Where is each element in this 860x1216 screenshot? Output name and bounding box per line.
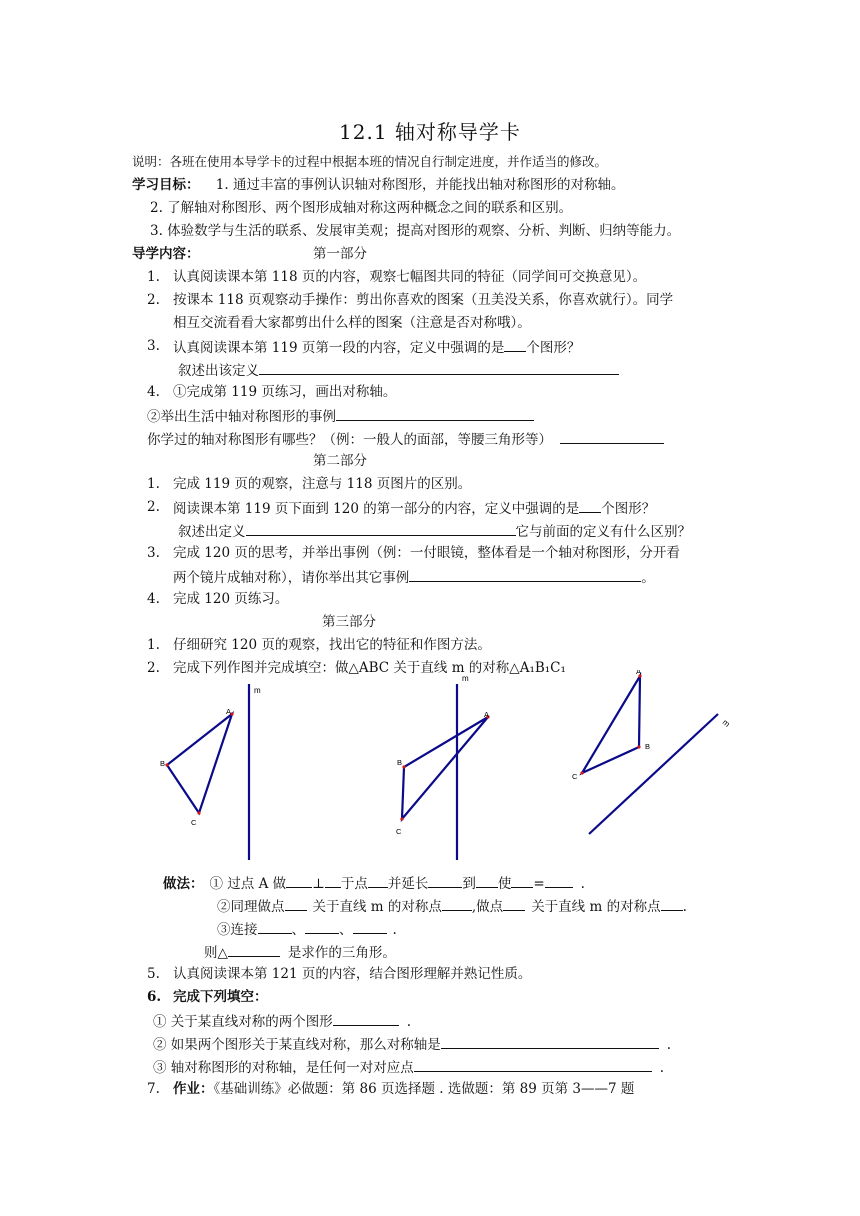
part1-item2-line2: 相互交流看看大家都剪出什么样的图案（注意是否对称哦）。 [173, 315, 531, 331]
part2-item4: 完成 120 页练习。 [173, 591, 289, 607]
item7 [173, 1080, 634, 1098]
blank[interactable] [305, 919, 339, 934]
part1-item1: 认真阅读课本第 118 页的内容，观察七幅图共同的特征（同学间可交换意见）。 [173, 269, 647, 285]
part1-item4-line2 [147, 406, 534, 426]
part2-item3-line1: 完成 120 页的思考，并举出事例（例：一付眼镜，整体看是一个轴对称图形，分开看 [173, 545, 680, 561]
step-text: ① 过点 A 做 [209, 876, 287, 892]
point-c [580, 771, 583, 774]
item5: 认真阅读课本第 121 页的内容，结合图形理解并熟记性质。 [173, 966, 532, 982]
label-c: C [191, 818, 197, 827]
part1-item3-text: 认真阅读课本第 119 页第一段的内容，定义中强调的是 [173, 340, 505, 356]
triangle-name-blank[interactable] [228, 942, 280, 957]
blank[interactable] [476, 873, 498, 888]
item6-number: 6. [147, 989, 162, 1005]
step-text: 于点 [340, 876, 368, 892]
point-b [637, 745, 640, 748]
method-step-3 [217, 919, 397, 939]
figure-1 [160, 684, 261, 860]
page-title: 12.1 轴对称导学卡 [339, 120, 521, 144]
part1-item3-end: 个图形？ [526, 340, 581, 356]
part1-item4-line3 [147, 429, 664, 449]
fill-text: ③ 轴对称图形的对称轴，是任何一对对应点 [153, 1060, 414, 1076]
step-text: 使 [497, 876, 512, 892]
blank[interactable] [661, 896, 683, 911]
homework-label: 作业： [173, 1081, 214, 1097]
fill-3 [153, 1057, 664, 1077]
goal-1-text: 1. 通过丰富的事例认识轴对称图形，并能找出轴对称图形的对称轴。 [215, 177, 625, 193]
step-text: 是求作的三角形。 [287, 945, 396, 961]
content-label: 导学内容： [132, 246, 200, 262]
blank[interactable] [353, 919, 387, 934]
symmetry-figures [0, 670, 860, 870]
part1-item4-question: 你学过的轴对称图形有哪些？（例：一般人的面部，等腰三角形等） [147, 432, 552, 448]
part3-item1-number: 1. [147, 637, 160, 653]
part1-item4-number: 4. [147, 384, 160, 400]
blank[interactable] [511, 873, 533, 888]
part2-item2-line2 [178, 521, 691, 541]
example-blank[interactable] [336, 406, 534, 421]
part2-item1-number: 1. [147, 476, 160, 492]
method-step-1 [163, 873, 585, 893]
separator: 、 [291, 922, 305, 938]
part2-item2-number: 2. [147, 499, 160, 515]
step-text: . [682, 899, 687, 915]
blank[interactable] [504, 337, 526, 352]
point-c [400, 817, 403, 820]
item7-number: 7. [147, 1081, 160, 1097]
label-c: C [572, 772, 578, 781]
part2-item2-line1 [173, 498, 655, 518]
usage-note: 说明：各班在使用本导学卡的过程中根据本班的情况自行制定进度，并作适当的修改。 [132, 154, 608, 169]
label-b: B [397, 758, 403, 767]
step-text: . [580, 876, 585, 892]
definition-blank[interactable] [246, 521, 516, 536]
part1-heading: 第一部分 [313, 246, 367, 262]
step-text: ②同理做点 [217, 899, 285, 915]
step-text: . [392, 922, 397, 938]
part2-item4-number: 4. [147, 591, 160, 607]
item6: 完成下列填空： [173, 989, 268, 1005]
blank[interactable] [579, 498, 601, 513]
triangle-abc [582, 676, 640, 773]
step-text: 则△ [204, 945, 228, 961]
label-a: A [484, 710, 490, 719]
label-m: m [720, 717, 732, 729]
part2-item3-number: 3. [147, 545, 160, 561]
separator: 、 [339, 922, 353, 938]
label-m: m [462, 674, 469, 683]
method-label: 做法： [163, 876, 204, 892]
blank[interactable] [258, 919, 292, 934]
part1-item3-line2 [178, 360, 619, 380]
part1-item3-line1 [173, 337, 580, 357]
blank[interactable] [285, 896, 307, 911]
period: . [406, 1014, 412, 1030]
part1-item2-line1: 按课本 118 页观察动手操作：剪出你喜欢的图案（丑美没关系，你喜欢就行）。同学 [173, 292, 674, 308]
step-text: 关于直线 m 的对称点 [531, 899, 661, 915]
point-c [197, 811, 200, 814]
answer-blank[interactable] [560, 429, 664, 444]
label-m: m [254, 686, 261, 695]
example-blank[interactable] [409, 567, 641, 582]
step-text: = [533, 876, 545, 892]
part2-item1: 完成 119 页的观察，注意与 118 页图片的区别。 [173, 476, 472, 492]
step-text: 关于直线 m 的对称点 [312, 899, 442, 915]
step-text: 并延长 [387, 876, 429, 892]
blank[interactable] [545, 873, 573, 888]
part1-item2-number: 2. [147, 292, 160, 308]
part2-heading: 第二部分 [313, 453, 367, 469]
part1-item3-number: 3. [147, 338, 160, 354]
fill-text: ② 如果两个图形关于某直线对称，那么对称轴是 [153, 1037, 441, 1053]
blank[interactable] [503, 896, 525, 911]
goal-3: 3. 体验数学与生活的联系、发展审美观；提高对图形的观察、分析、判断、归纳等能力。 [150, 223, 681, 239]
part3-item1: 仔细研究 120 页的观察，找出它的特征和作图方法。 [173, 637, 491, 653]
method-step-4 [204, 942, 396, 962]
period: . [659, 1060, 665, 1076]
step-text: ,做点 [471, 899, 504, 915]
label-c: C [396, 827, 402, 836]
part1-item1-number: 1. [147, 269, 160, 285]
part1-item3-prompt: 叙述出该定义 [178, 363, 259, 379]
figure-2 [396, 674, 490, 860]
blank[interactable] [286, 873, 312, 888]
blank[interactable] [442, 896, 472, 911]
figure-3 [572, 670, 732, 834]
part1-item4-prompt: ②举出生活中轴对称图形的事例 [147, 409, 336, 425]
step-text: ⊥ [312, 876, 325, 892]
point-b [402, 765, 405, 768]
part2-item2-question: 它与前面的定义有什么区别？ [515, 524, 691, 540]
part3-item2: 完成下列作图并完成填空：做△ABC 关于直线 m 的对称△A₁B₁C₁ [173, 660, 566, 676]
item5-number: 5. [147, 966, 160, 982]
part1-item4-line1: ①完成第 119 页练习，画出对称轴。 [173, 384, 397, 400]
part2-item3-prompt: 两个镜片成轴对称），请你举出其它事例 [173, 570, 410, 586]
definition-blank[interactable] [259, 360, 619, 375]
label-b: B [160, 759, 166, 768]
part2-item2-end: 个图形？ [601, 501, 656, 517]
period: . [666, 1037, 672, 1053]
label-b: B [645, 742, 651, 751]
blank[interactable] [428, 873, 462, 888]
fill-text: ① 关于某直线对称的两个图形 [153, 1014, 333, 1030]
part2-item2-prompt: 叙述出定义 [178, 524, 246, 540]
triangle-abc [167, 714, 232, 813]
goal-2: 2. 了解轴对称图形、两个图形成轴对称这两种概念之间的联系和区别。 [150, 200, 573, 216]
blank[interactable] [325, 873, 341, 888]
label-a: A [636, 670, 642, 676]
blank[interactable] [441, 1034, 659, 1049]
point-b [165, 763, 168, 766]
method-step-2 [217, 896, 687, 916]
fill-2 [153, 1034, 671, 1054]
triangle-abc [402, 717, 488, 819]
homework-text: 《基础训练》必做题：第 86 页选择题 . 选做题：第 89 页第 3——7 题 [213, 1081, 635, 1097]
step-text: ③连接 [217, 922, 258, 938]
blank[interactable] [333, 1011, 399, 1026]
part3-heading: 第三部分 [322, 614, 376, 630]
part3-item2-number: 2. [147, 660, 160, 676]
goal-1 [132, 176, 624, 194]
period: 。 [641, 570, 655, 586]
content-heading-row [132, 245, 200, 263]
goals-label: 学习目标： [132, 177, 200, 193]
line-m [589, 714, 718, 834]
label-a: A [226, 707, 232, 716]
blank[interactable] [414, 1057, 652, 1072]
fill-1 [153, 1011, 411, 1031]
part2-item3-line2 [173, 567, 655, 587]
part2-item2-text: 阅读课本第 119 页下面到 120 的第一部分的内容，定义中强调的是 [173, 501, 580, 517]
blank[interactable] [368, 873, 388, 888]
step-text: 到 [462, 876, 476, 892]
